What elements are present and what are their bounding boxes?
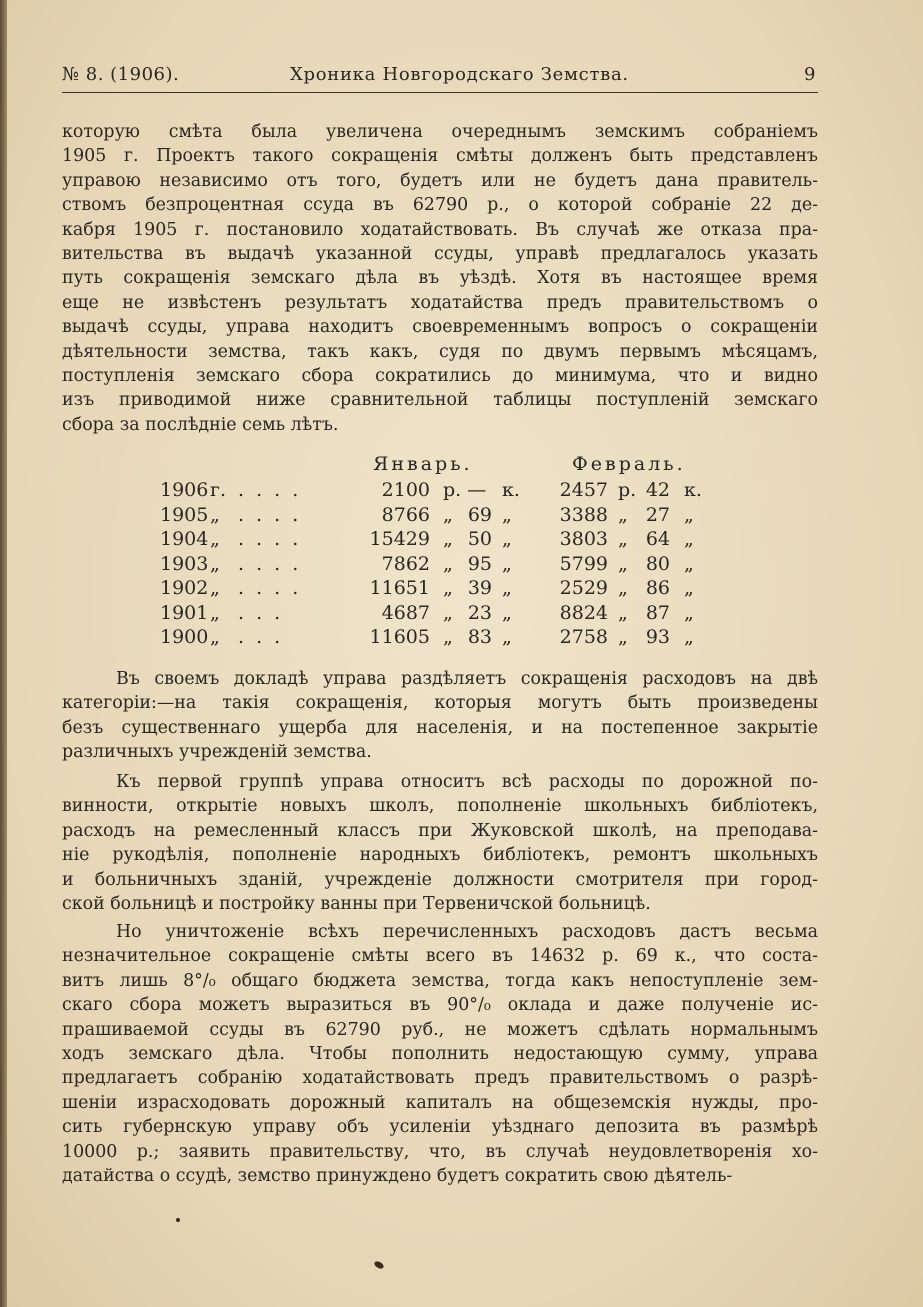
text-line: путь сокращенія земскаго дѣла въ уѣздѣ. Хотя въ настоящее время <box>62 268 818 289</box>
text-line: ствомъ безпроцентная ссуда въ 62790 р., о которой собраніе 22 де- <box>62 195 818 216</box>
table-cell-dots: . . . <box>238 601 284 624</box>
text-line: ніе рукодѣлія, пополненіе народныхъ библіотекъ, ремонтъ школьныхъ <box>62 845 818 866</box>
table-cell-feb-kop-mark: „ <box>684 528 694 550</box>
text-line: шеніи израсходовать дорожный капиталъ на общеземскія нужды, про- <box>62 1092 818 1113</box>
table-cell-dots: . . . . <box>238 528 302 550</box>
text-line: выдачѣ ссуды, управа находитъ своевременнымъ вопросъ о сокращеніи <box>62 317 818 338</box>
text-line: сить губернскую управу объ усиленіи уѣзднаго депозита въ размѣрѣ <box>62 1117 818 1138</box>
table-cell-feb: 5799 <box>559 552 608 575</box>
table-cell-feb-rub: „ <box>618 601 628 624</box>
table-cell-unit: „ <box>210 601 220 624</box>
table-cell-feb: 3388 <box>559 503 608 526</box>
table-cell-jan-rub: „ <box>443 503 453 526</box>
table-cell-year: 1904 <box>160 528 209 550</box>
table-cell-feb-kop-mark: к. <box>684 479 702 501</box>
publication-title: Хроника Новгородскаго Земства. <box>290 64 629 85</box>
table-cell-feb-rub: „ <box>618 503 628 526</box>
table-cell-feb: 8824 <box>559 601 608 624</box>
page-edge-shadow <box>0 0 7 1307</box>
header-rule <box>62 92 818 93</box>
running-header <box>62 64 816 94</box>
table-cell-jan-kop-mark: „ <box>502 503 512 526</box>
table-cell-year: 1902 <box>160 577 209 599</box>
table-cell-year: 1901 <box>160 601 209 624</box>
table-cell-jan-rub: „ <box>443 601 453 624</box>
text-line: Къ первой группѣ управа относитъ всѣ расходы по дорожной по- <box>116 772 818 792</box>
text-line: кабря 1905 г. постановило ходатайствовать. Въ случаѣ же отказа пра- <box>62 219 818 240</box>
text-line: категоріи:—на такія сокращенія, которыя могутъ быть произведены <box>62 693 818 714</box>
table-cell-jan-kop-mark: „ <box>502 626 512 648</box>
table-cell-feb-kop: 64 <box>645 528 670 550</box>
paragraph-3 <box>62 770 818 916</box>
column-header-january: Январь. <box>373 453 473 475</box>
table-cell-dots: . . . . <box>238 552 302 575</box>
table-cell-jan-rub: „ <box>443 552 453 575</box>
page-number: 9 <box>804 64 816 85</box>
text-line: Въ своемъ докладѣ управа раздѣляетъ сокращенія расходовъ на двѣ <box>116 669 818 689</box>
table-cell-feb-kop-mark: „ <box>684 601 694 624</box>
paragraph-2 <box>62 667 818 765</box>
table-row <box>160 552 720 576</box>
table-cell-jan-kop-mark: „ <box>502 552 512 575</box>
table-cell-feb-kop: 27 <box>645 503 670 526</box>
table-cell-jan: 11605 <box>369 626 430 648</box>
text-line: ходъ земскаго дѣла. Чтобы пополнить недостающую сумму, управа <box>62 1044 818 1065</box>
table-cell-unit: г. <box>210 479 226 501</box>
text-line: различныхъ учрежденій земства. <box>62 742 372 763</box>
table-cell-jan-kop: 39 <box>467 577 492 599</box>
text-line: изъ приводимой ниже сравнительной таблицы поступленій земскаго <box>62 390 818 411</box>
table-cell-feb: 2529 <box>559 577 608 599</box>
text-line: винности, открытіе новыхъ школъ, пополненіе школьныхъ библіотекъ, <box>62 796 818 817</box>
table-cell-dots: . . . . <box>238 503 302 526</box>
text-line: вительства въ выдачѣ указанной ссуды, управѣ предлагалось указать <box>62 244 818 265</box>
table-cell-jan-kop: 23 <box>467 601 492 624</box>
table-cell-feb-kop-mark: „ <box>684 626 694 648</box>
table-cell-dots: . . . . <box>238 479 302 501</box>
text-line: 1905 г. Проектъ такого сокращенія смѣты долженъ быть представленъ <box>62 146 818 167</box>
text-line: датайства о ссудѣ, земство принуждено будетъ сократить свою дѣятель- <box>62 1166 733 1187</box>
table-cell-feb-kop: 80 <box>645 552 670 575</box>
table-cell-year: 1906 <box>160 479 209 501</box>
table-cell-unit: „ <box>210 552 220 575</box>
table-cell-feb-rub: р. <box>618 479 637 501</box>
table-cell-unit: „ <box>210 503 220 526</box>
table-row <box>160 503 720 527</box>
table-cell-feb-kop: 42 <box>645 479 670 501</box>
table-cell-jan-kop: 83 <box>467 626 492 648</box>
ink-speck <box>176 1218 180 1222</box>
ink-speck <box>373 1260 385 1270</box>
table-cell-jan: 15429 <box>369 528 430 550</box>
table-row <box>160 576 720 600</box>
table-cell-jan-kop-mark: „ <box>502 528 512 550</box>
table-cell-jan: 2100 <box>381 479 430 501</box>
table-cell-unit: „ <box>210 626 220 648</box>
table-cell-jan: 4687 <box>381 601 430 624</box>
text-line: управою независимо отъ того, будетъ или не будетъ дана правитель- <box>62 170 818 191</box>
table-cell-feb-kop: 87 <box>645 601 670 624</box>
table-cell-jan-rub: „ <box>443 577 453 599</box>
table-cell-feb: 2457 <box>559 479 608 501</box>
table-cell-jan-kop: 50 <box>467 528 492 550</box>
paragraph-4 <box>62 920 818 1188</box>
table-row <box>160 601 720 625</box>
table-cell-year: 1905 <box>160 503 209 526</box>
table-cell-unit: „ <box>210 577 220 599</box>
table-cell-feb-kop-mark: „ <box>684 552 694 575</box>
table-row <box>160 478 720 502</box>
table-cell-year: 1903 <box>160 552 209 575</box>
table-cell-feb-rub: „ <box>618 528 628 550</box>
table-cell-jan: 7862 <box>381 552 430 575</box>
text-line: безъ существеннаго ущерба для населенія, и на постепенное закрытіе <box>62 717 818 738</box>
text-line: сбора за послѣдніе семь лѣтъ. <box>62 414 339 435</box>
table-cell-dots: . . . . <box>238 577 302 599</box>
table-cell-feb-kop-mark: „ <box>684 577 694 599</box>
table-cell-feb-kop: 86 <box>645 577 670 599</box>
table-row <box>160 527 720 551</box>
issue-number: № 8. (1906). <box>62 64 180 85</box>
table-cell-jan-kop: 69 <box>467 503 492 526</box>
text-line: которую смѣта была увеличена очереднымъ земскимъ собраніемъ <box>62 122 818 142</box>
text-line: незначительное сокращеніе смѣты всего въ 14632 р. 69 к., что соста- <box>62 946 818 967</box>
text-line: и больничныхъ зданій, учрежденіе должности смотрителя при город- <box>62 869 818 890</box>
table-cell-feb-rub: „ <box>618 552 628 575</box>
table-cell-jan-kop-mark: „ <box>502 577 512 599</box>
text-line: еще не извѣстенъ результатъ ходатайства предъ правительствомъ о <box>62 292 818 313</box>
table-cell-jan-rub: „ <box>443 528 453 550</box>
table-cell-dots: . . . <box>238 626 284 648</box>
table-cell-jan: 8766 <box>381 503 430 526</box>
table-row <box>160 625 720 649</box>
text-line: Но уничтоженіе всѣхъ перечисленныхъ расходовъ дастъ весьма <box>116 922 818 942</box>
table-cell-jan-rub: „ <box>443 626 453 648</box>
table-cell-jan: 11651 <box>369 577 430 599</box>
table-cell-jan-kop-mark: к. <box>502 479 520 501</box>
text-line: поступленія земскаго сбора сократились до минимума, что и видно <box>62 366 818 387</box>
column-header-february: Февраль. <box>572 453 686 475</box>
table-cell-feb: 3803 <box>559 528 608 550</box>
table-cell-feb: 2758 <box>559 626 608 648</box>
table-cell-jan-kop-mark: „ <box>502 601 512 624</box>
table-cell-jan-kop: 95 <box>467 552 492 575</box>
text-line: 10000 р.; заявить правительству, что, въ случаѣ неудовлетворенія хо- <box>62 1141 818 1162</box>
text-line: предлагаетъ собранію ходатайствовать предъ правительствомъ о разрѣ- <box>62 1068 818 1089</box>
text-line: расходъ на ремесленный классъ при Жуковской школѣ, на преподава- <box>62 820 818 841</box>
table-cell-unit: „ <box>210 528 220 550</box>
text-line: дѣятельности земства, такъ какъ, судя по двумъ первымъ мѣсяцамъ, <box>62 341 818 362</box>
table-cell-year: 1900 <box>160 626 209 648</box>
text-line: прашиваемой ссуды въ 62790 руб., не можетъ сдѣлать нормальнымъ <box>62 1019 818 1040</box>
table-cell-feb-kop-mark: „ <box>684 503 694 526</box>
table-cell-jan-rub: р. — <box>443 479 487 501</box>
paragraph-1 <box>62 120 818 437</box>
text-line: ской больницѣ и постройку ванны при Тервеничской больницѣ. <box>62 894 651 915</box>
table-cell-feb-kop: 93 <box>645 626 670 648</box>
text-line: скаго сбора можетъ выразиться въ 90°/₀ оклада и даже полученіе ис- <box>62 995 818 1016</box>
text-line: витъ лишь 8°/₀ общаго бюджета земства, тогда какъ непоступленіе зем- <box>62 970 818 991</box>
table-cell-feb-rub: „ <box>618 626 628 648</box>
table-cell-feb-rub: „ <box>618 577 628 599</box>
